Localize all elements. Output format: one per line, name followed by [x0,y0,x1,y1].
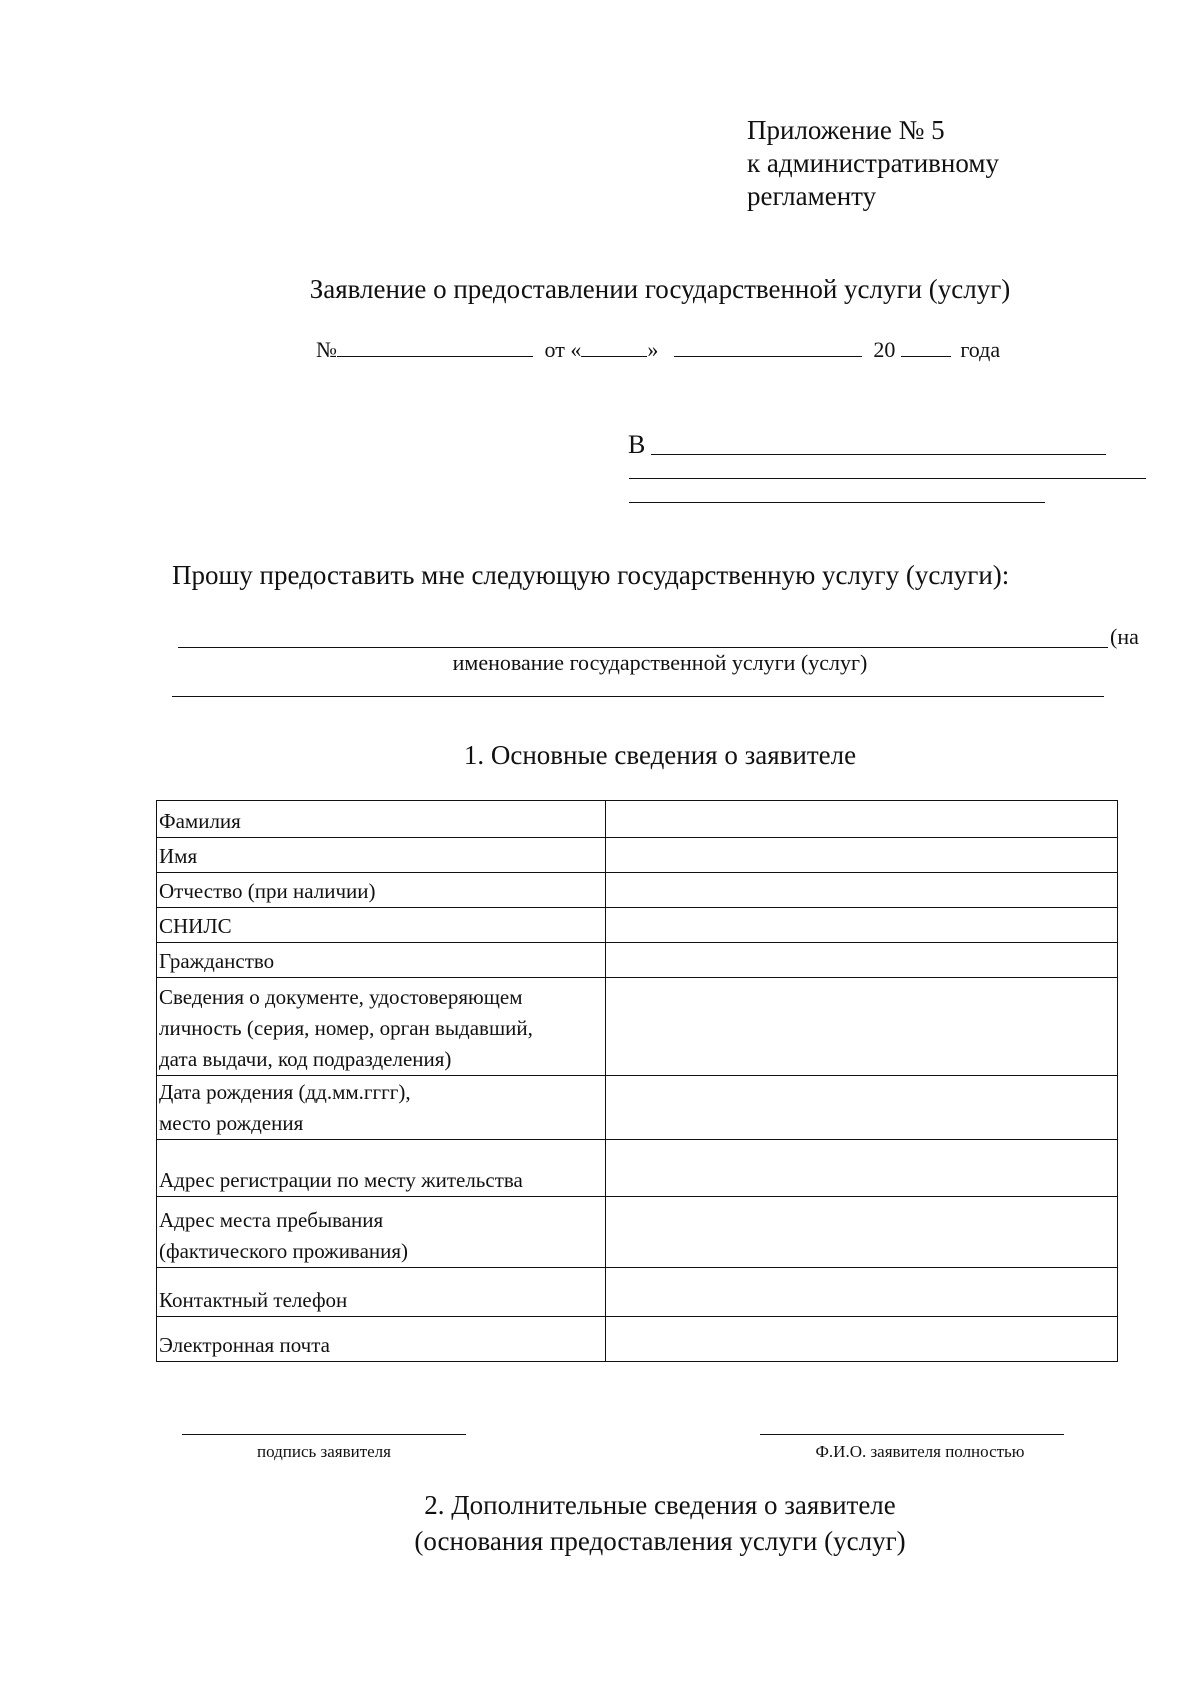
field-label-cell [157,838,606,873]
field-label-line: Фамилия [159,809,241,833]
field-value-cell[interactable] [606,838,1118,873]
number-sign: № [316,337,337,362]
request-text: Прошу предоставить мне следующую государственную услугу (услуги): [172,560,1010,590]
field-label-line: Дата рождения (дд.мм.гггг), [159,1080,411,1104]
field-label-cell [157,978,606,1076]
appendix-line-2: к административному [747,148,999,178]
document-title: Заявление о предоставлении государственной услуги (услуг) [309,274,1011,304]
field-label-line: дата выдачи, код подразделения) [159,1047,452,1071]
field-label-line: Электронная почта [159,1333,330,1357]
number-date-line [316,336,1000,363]
table-row [157,1140,1118,1197]
section-2-title-line-2: (основания предоставления услуги (услуг) [414,1526,906,1556]
day-field[interactable] [581,336,647,357]
year-suffix: года [960,337,1001,362]
service-caption-prefix: (на [1110,624,1139,649]
month-field[interactable] [674,336,862,357]
field-label-cell [157,908,606,943]
field-label-line: место рождения [159,1111,304,1135]
field-value-cell[interactable] [606,1268,1118,1317]
field-label-line: СНИЛС [159,914,232,938]
table-row [157,1268,1118,1317]
table-row [157,908,1118,943]
year-field[interactable] [901,336,951,357]
field-value-cell[interactable] [606,908,1118,943]
service-name-line-2[interactable] [172,696,1104,697]
table-row [157,873,1118,908]
field-label-cell [157,1197,606,1268]
appendix-header [747,114,999,213]
field-label-line: Гражданство [159,949,275,973]
field-label-line: (фактического проживания) [159,1239,409,1263]
appendix-line-3: регламенту [747,181,877,211]
addressee-line-1[interactable] [651,454,1106,455]
fio-caption: Ф.И.О. заявителя полностью [815,1442,1025,1461]
field-label-line: Адрес регистрации по месту жительства [159,1168,523,1192]
field-value-cell[interactable] [606,1076,1118,1140]
field-label-line: Контактный телефон [159,1288,348,1312]
close-quote: » [647,337,659,362]
field-label-cell [157,1140,606,1197]
addressee-prefix: В [628,430,646,459]
applicant-info-table [156,800,1118,1362]
service-caption: именование государственной услуги (услуг) [452,650,868,675]
field-value-cell[interactable] [606,1140,1118,1197]
field-label-cell [157,873,606,908]
fio-line[interactable] [760,1434,1064,1435]
table-row [157,943,1118,978]
table-row [157,1076,1118,1140]
field-label-line: Отчество (при наличии) [159,879,376,903]
field-value-cell[interactable] [606,873,1118,908]
number-field[interactable] [337,336,533,357]
table-row [157,1197,1118,1268]
table-row [157,978,1118,1076]
field-value-cell[interactable] [606,801,1118,838]
addressee-line-3[interactable] [629,502,1045,503]
table-row [157,838,1118,873]
field-label-cell [157,943,606,978]
section-2-title-line-1: 2. Дополнительные сведения о заявителе [424,1490,896,1520]
table-row [157,801,1118,838]
signature-caption: подпись заявителя [257,1442,391,1461]
field-label-cell [157,1268,606,1317]
field-label-line: Адрес места пребывания [159,1208,384,1232]
field-value-cell[interactable] [606,943,1118,978]
signature-line[interactable] [182,1434,466,1435]
field-label-line: личность (серия, номер, орган выдавший, [159,1016,533,1040]
field-value-cell[interactable] [606,978,1118,1076]
field-label-cell [157,1317,606,1362]
table-row [157,1317,1118,1362]
section-2-title [0,1487,1200,1559]
addressee-line-2[interactable] [629,478,1146,479]
field-label-line: Имя [159,844,198,868]
field-label-line: Сведения о документе, удостоверяющем [159,985,523,1009]
appendix-line-1: Приложение № 5 [747,115,945,145]
field-value-cell[interactable] [606,1317,1118,1362]
service-name-line-1[interactable] [178,647,1108,648]
field-label-cell [157,1076,606,1140]
section-1-title: 1. Основные сведения о заявителе [463,740,857,770]
field-value-cell[interactable] [606,1197,1118,1268]
from-label: от « [544,337,582,362]
field-label-cell [157,801,606,838]
year-prefix: 20 [873,337,896,362]
